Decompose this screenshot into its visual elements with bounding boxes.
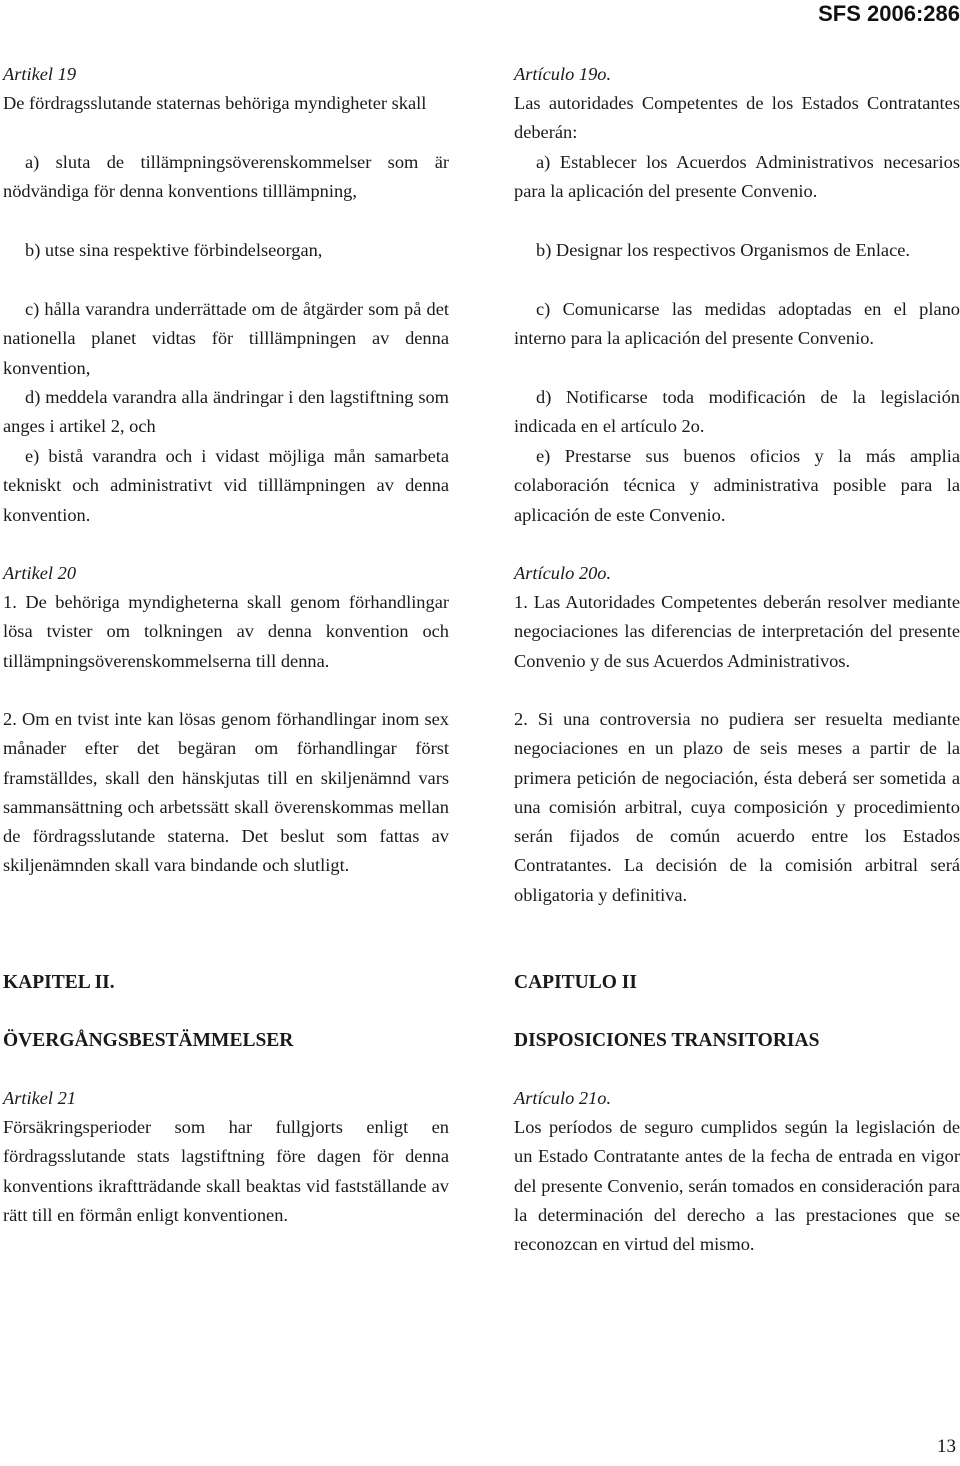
spanish-column — [514, 60, 960, 1259]
article-19-intro: De fördragsslutande staternas behöriga myndigheter skall — [3, 93, 427, 113]
articulo-21-heading: Artículo 21o. — [514, 1088, 612, 1108]
articulo-19-item-a: a) Establecer los Acuerdos Administrativos necesarios para la aplicación del presente Convenio. — [514, 152, 960, 202]
article-19-item-d: d) meddela varandra alla ändringar i den lagstiftning som anges i artikel 2, och — [3, 387, 449, 437]
articulo-19-intro: Las autoridades Competentes de los Estados Contratantes deberán: — [514, 93, 960, 143]
articulo-20-heading: Artículo 20o. — [514, 563, 612, 583]
article-20-heading: Artikel 20 — [3, 563, 77, 583]
articulo-19-item-b: b) Designar los respectivos Organismos de Enlace. — [536, 240, 911, 260]
articulo-19-item-d: d) Notificarse toda modificación de la legislación indicada en el artículo 2o. — [514, 387, 960, 437]
capitulo-title: DISPOSICIONES TRANSITORIAS — [514, 1030, 820, 1051]
capitulo-heading: CAPITULO II — [514, 972, 637, 993]
articulo-19-heading: Artículo 19o. — [514, 64, 612, 84]
articulo-21-paragraph: Los períodos de seguro cumplidos según la legislación de un Estado Contratante antes de la fecha de entrada en vigor del presente Convenio, serán tomados en consideración para la determinación del derecho a las prestaciones que se reconozcan en virtud del mismo. — [514, 1117, 960, 1255]
chapter-heading: KAPITEL II. — [3, 972, 115, 993]
article-21-paragraph: Försäkringsperioder som har fullgjorts enligt en fördragsslutande stats lagstiftning före dagen för denna konventions ikraftträdande skall beaktas vid fastställande av rätt till en förmån enligt konventionen. — [3, 1117, 449, 1225]
articulo-20-paragraph-2: 2. Si una controversia no pudiera ser resuelta mediante negociaciones en un plazo de seis meses a partir de la primera petición de negociación, ésta deberá ser sometida a una comisión arbitral, cuya composición y procedimiento serán fijados de común acuerdo entre los Estados Contratantes. La decisión de la comisión arbitral será obligatoria y definitiva. — [514, 709, 960, 905]
articulo-20-paragraph-1: 1. Las Autoridades Competentes deberán resolver mediante negociaciones las diferencias de interpretación del presente Convenio y de sus Acuerdos Administrativos. — [514, 592, 960, 671]
article-19-heading: Artikel 19 — [3, 64, 77, 84]
article-21-heading: Artikel 21 — [3, 1088, 77, 1108]
article-19-item-a: a) sluta de tillämpningsöverenskommelser som är nödvändiga för denna konventions tilllämpning, — [3, 152, 449, 202]
article-19-item-b: b) utse sina respektive förbindelseorgan, — [25, 240, 323, 260]
article-19-item-c: c) hålla varandra underrättade om de åtgärder som på det nationella planet vidtas för tilllämpningen av denna konvention, — [3, 299, 449, 378]
articulo-19-item-c: c) Comunicarse las medidas adoptadas en el plano interno para la aplicación del presente Convenio. — [514, 299, 960, 349]
page-number: 13 — [937, 1436, 956, 1457]
article-20-paragraph-2: 2. Om en tvist inte kan lösas genom förhandlingar inom sex månader efter det begäran om förhandlingar först framställdes, skall den hänskjutas till en skiljenämnd vars sammansättning och arbetssätt skall överenskommas mellan de fördragsslutande staterna. Det beslut som fattas av skiljenämnden skall vara bindande och slutligt. — [3, 709, 449, 876]
swedish-column — [3, 60, 449, 1230]
article-20-paragraph-1: 1. De behöriga myndigheterna skall genom förhandlingar lösa tvister om tolkningen av denna konvention och tillämpningsöverenskommelserna till denna. — [3, 592, 449, 671]
document-reference: SFS 2006:286 — [818, 1, 960, 26]
articulo-19-item-e: e) Prestarse sus buenos oficios y la más amplia colaboración técnica y administrativa posible para la aplicación de este Convenio. — [514, 446, 960, 525]
chapter-title: ÖVERGÅNGSBESTÄMMELSER — [3, 1030, 294, 1051]
article-19-item-e: e) bistå varandra och i vidast möjliga mån samarbeta tekniskt och administrativt vid tilllämpningen av denna konvention. — [3, 446, 449, 525]
